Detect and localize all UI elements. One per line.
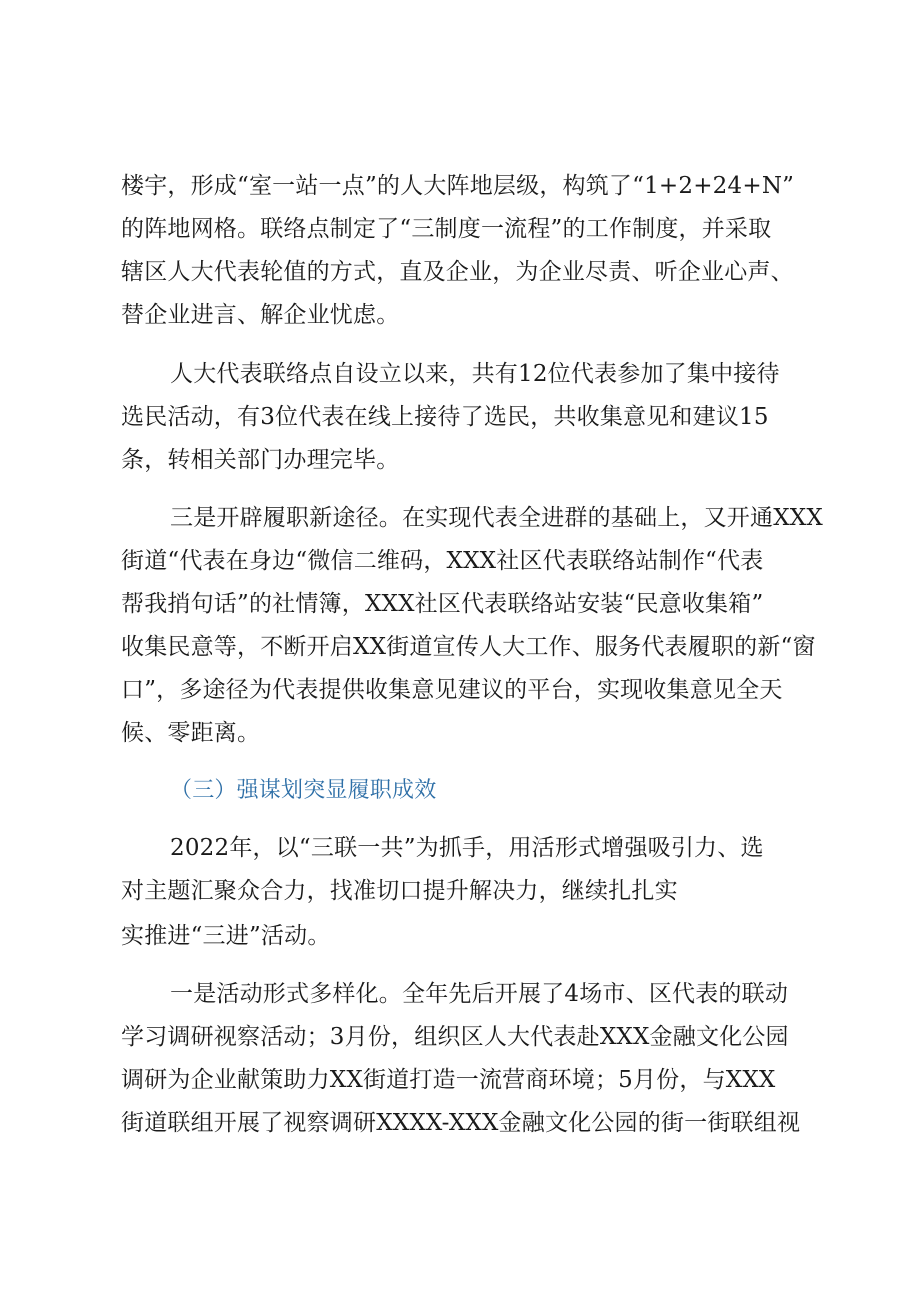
text-line: 候、零距离。 bbox=[121, 720, 261, 746]
paragraph-first-line: 2022年，以“三联一共”为抓手，用活形式增强吸引力、选 bbox=[170, 835, 764, 861]
text-line: 街道“代表在身边“微信二维码，XXX社区代表联络站制作“代表 bbox=[121, 548, 764, 574]
text-line: 替企业进言、解企业忧虑。 bbox=[121, 302, 400, 328]
section-heading: （三）强谋划突显履职成效 bbox=[170, 778, 437, 803]
text-line: 的阵地网格。联络点制定了“三制度一流程”的工作制度，并采取 bbox=[121, 216, 772, 242]
text-line: 辖区人大代表轮值的方式，直及企业，为企业尽责、听企业心声、 bbox=[121, 259, 794, 285]
text-line: 选民活动，有3位代表在线上接待了选民，共收集意见和建议15 bbox=[121, 404, 769, 430]
text-line: 帮我捎句话”的社情簿，XXX社区代表联络站安装“民意收集箱” bbox=[121, 591, 764, 617]
paragraph-first-line: 三是开辟履职新途径。在实现代表全进群的基础上，又开通XXX bbox=[170, 505, 823, 531]
text-line: 条，转相关部门办理完毕。 bbox=[121, 447, 400, 473]
text-line: 楼宇，形成“室一站一点”的人大阵地层级，构筑了“1+2+24+N” bbox=[121, 173, 795, 199]
text-line: 调研为企业献策助力XX街道打造一流营商环境；5月份，与XXX bbox=[121, 1067, 776, 1093]
text-line: 街道联组开展了视察调研XXXX-XXX金融文化公园的街一街联组视 bbox=[121, 1110, 801, 1136]
text-line: 对主题汇聚众合力，找准切口提升解决力，继续扎扎实 bbox=[121, 878, 678, 904]
text-line: 学习调研视察活动；3月份，组织区人大代表赴XXX金融文化公园 bbox=[121, 1024, 789, 1050]
paragraph-first-line: 人大代表联络点自设立以来，共有12位代表参加了集中接待 bbox=[170, 361, 780, 387]
text-line: 收集民意等，不断开启XX街道宣传人大工作、服务代表履职的新“窗 bbox=[121, 634, 816, 660]
paragraph-first-line: 一是活动形式多样化。全年先后开展了4场市、区代表的联动 bbox=[170, 981, 789, 1007]
text-line: 口”，多途径为代表提供收集意见建议的平台，实现收集意见全天 bbox=[121, 677, 783, 703]
text-line: 实推进“三进”活动。 bbox=[121, 923, 331, 949]
